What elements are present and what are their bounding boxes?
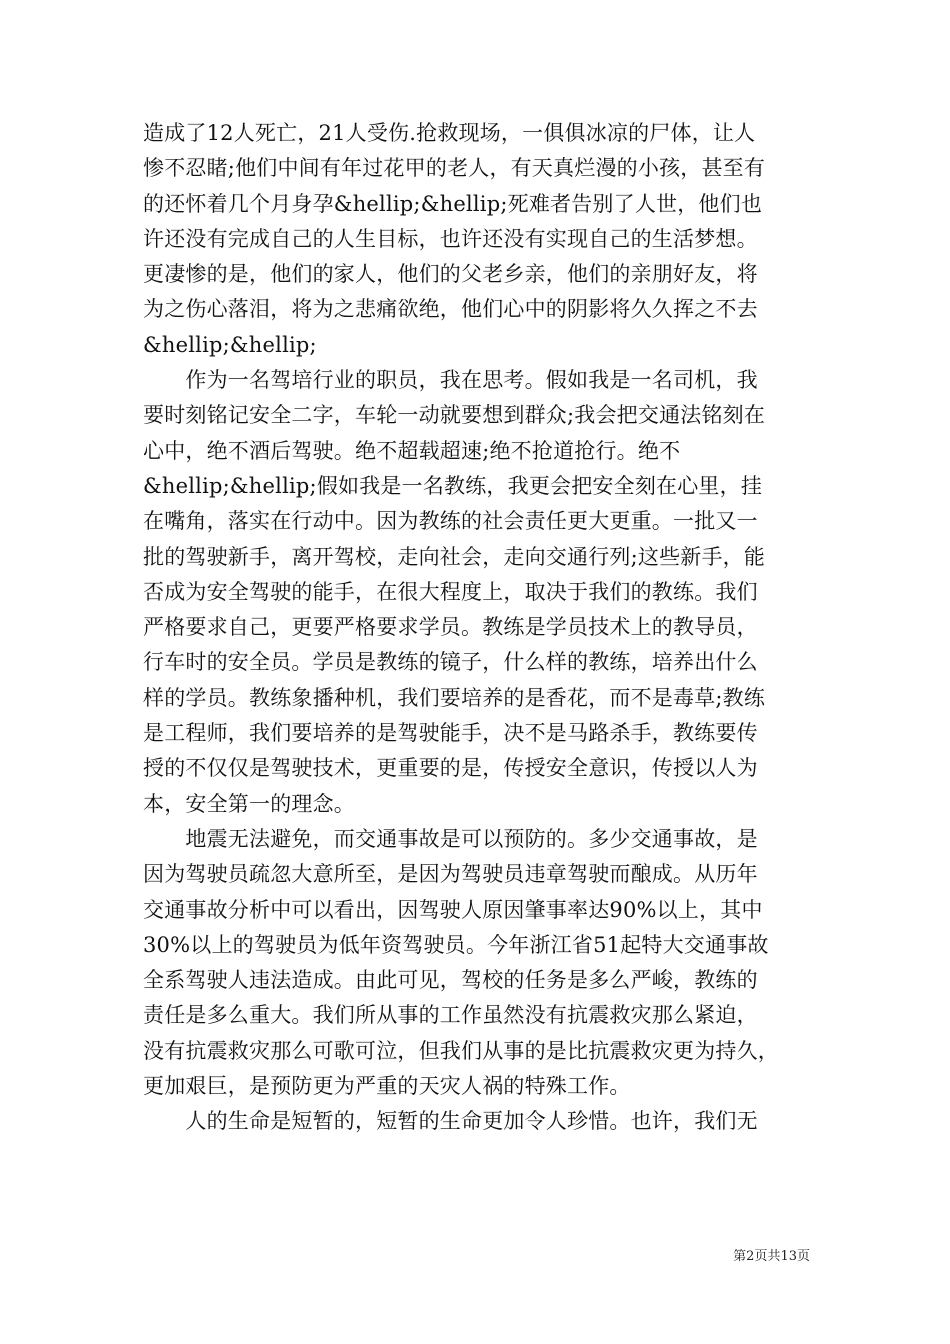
text-line: 要时刻铭记安全二字，车轮一动就要想到群众;我会把交通法铭刻在 bbox=[143, 403, 766, 428]
text-line: 严格要求自己，更要严格要求学员。教练是学员技术上的教导员， bbox=[143, 615, 758, 640]
text-line: 没有抗震救灾那么可歌可泣，但我们从事的是比抗震救灾更为持久， bbox=[143, 1038, 779, 1063]
text-line: 为之伤心落泪，将为之悲痛欲绝，他们心中的阴影将久久挥之不去 bbox=[143, 297, 758, 322]
text-line: 许还没有完成自己的人生目标，也许还没有实现自己的生活梦想。 bbox=[143, 226, 758, 251]
text-line: 行车时的安全员。学员是教练的镜子，什么样的教练，培养出什么 bbox=[143, 650, 758, 675]
document-body bbox=[143, 116, 809, 1140]
text-line: &hellip;&hellip; bbox=[143, 332, 317, 357]
text-line: 否成为安全驾驶的能手，在很大程度上，取决于我们的教练。我们 bbox=[143, 579, 758, 604]
text-line: 更加艰巨，是预防更为严重的天灾人祸的特殊工作。 bbox=[143, 1074, 631, 1099]
text-line: 地震无法避免，而交通事故是可以预防的。多少交通事故，是 bbox=[143, 826, 758, 851]
text-line: 人的生命是短暂的，短暂的生命更加令人珍惜。也许，我们无 bbox=[143, 1109, 758, 1134]
text-line: 授的不仅仅是驾驶技术，更重要的是，传授安全意识，传授以人为 bbox=[143, 756, 758, 781]
text-line: 全系驾驶人违法造成。由此可见，驾校的任务是多么严峻，教练的 bbox=[143, 968, 758, 993]
text-line: 30%以上的驾驶员为低年资驾驶员。今年浙江省51起特大交通事故 bbox=[143, 932, 769, 957]
text-line: 造成了12人死亡，21人受伤.抢救现场，一俱俱冰凉的尸体，让人 bbox=[143, 121, 756, 145]
text-line: 样的学员。教练象播种机，我们要培养的是香花，而不是毒草;教练 bbox=[143, 685, 766, 710]
text-line: 是工程师，我们要培养的是驾驶能手，决不是马路杀手，教练要传 bbox=[143, 721, 758, 746]
text-line: 心中，绝不酒后驾驶。绝不超载超速;绝不抢道抢行。绝不 bbox=[143, 438, 681, 463]
text-line: &hellip;&hellip;假如我是一名教练，我更会把安全刻在心里，挂 bbox=[143, 473, 763, 498]
text-line: 交通事故分析中可以看出，因驾驶人原因肇事率达90%以上，其中 bbox=[143, 897, 763, 922]
text-line: 因为驾驶员疏忽大意所至，是因为驾驶员违章驾驶而酿成。从历年 bbox=[143, 862, 758, 887]
text-line: 作为一名驾培行业的职员，我在思考。假如我是一名司机，我 bbox=[143, 368, 758, 393]
text-line: 更凄惨的是，他们的家人，他们的父老乡亲，他们的亲朋好友，将 bbox=[143, 262, 758, 287]
text-line: 批的驾驶新手，离开驾校，走向社会，走向交通行列;这些新手，能 bbox=[143, 544, 766, 569]
text-line: 在嘴角，落实在行动中。因为教练的社会责任更大更重。一批又一 bbox=[143, 509, 758, 534]
text-line: 本，安全第一的理念。 bbox=[143, 791, 355, 816]
text-line: 的还怀着几个月身孕&hellip;&hellip;死难者告别了人世，他们也 bbox=[143, 191, 763, 216]
text-line: 惨不忍睹;他们中间有年过花甲的老人，有天真烂漫的小孩，甚至有 bbox=[143, 156, 766, 181]
page-number: 第2页共13页 bbox=[733, 1249, 810, 1264]
text-line: 责任是多么重大。我们所从事的工作虽然没有抗震救灾那么紧迫， bbox=[143, 1003, 758, 1028]
